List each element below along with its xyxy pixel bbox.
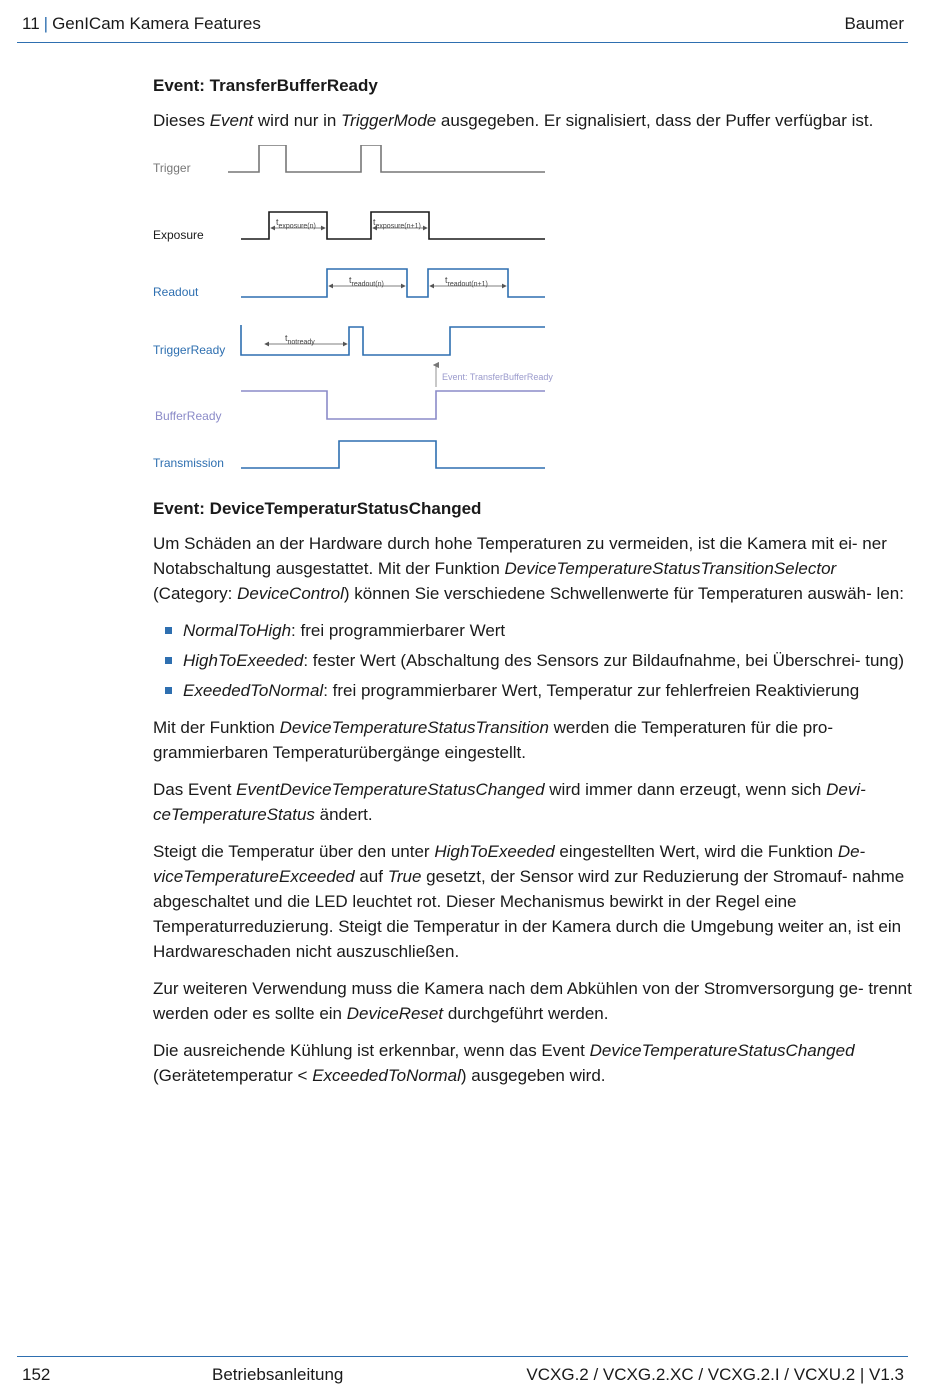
annotation-exposure-n1: $t_{exposure(n+1)}$ bbox=[373, 217, 421, 230]
signal-label-readout: Readout bbox=[153, 285, 199, 299]
annotation-readout-n: $t_{readout(n)}$ bbox=[349, 275, 384, 288]
brand-name: Baumer bbox=[844, 14, 904, 33]
bullet-icon bbox=[165, 687, 172, 694]
annotation-exposure-n: $t_{exposure(n)}$ bbox=[276, 217, 316, 230]
section-heading-transferbufferready: Event: TransferBufferReady bbox=[153, 76, 378, 95]
bufferready-waveform bbox=[241, 391, 545, 419]
chapter-title: GenICam Kamera Features bbox=[52, 14, 261, 33]
threshold-list bbox=[153, 618, 913, 703]
section2-paragraph-4: Steigt die Temperatur über den unter HighToExeeded eingestellten Wert, wird die Funktion De- viceTemperatureExceeded auf True gesetzt, der Sensor wird zur Reduzierung der Stromauf- nahme abgeschaltet und die LED leuchtet rot. Dieser Mechanismus bewirkt in der Regel eine Temperaturreduzierung. Steigt die Temperatur in der Kamera durch die Umgebung weiter an, ist ein Hardwareschaden nicht auszuschließen. bbox=[153, 842, 905, 961]
section2-paragraph-3: Das Event EventDeviceTemperatureStatusChanged wird immer dann erzeugt, wenn sich Devi- ceTemperatureStatus ändert. bbox=[153, 780, 866, 824]
section-heading-temperature: Event: DeviceTemperaturStatusChanged bbox=[153, 499, 482, 518]
bullet-icon bbox=[165, 657, 172, 664]
readout-waveform bbox=[241, 269, 545, 297]
header-chapter bbox=[22, 14, 261, 34]
signal-label-exposure: Exposure bbox=[153, 228, 204, 242]
section2-paragraph-6: Die ausreichende Kühlung ist erkennbar, wenn das Event DeviceTemperatureStatusChanged (Gerätetemperatur < ExceededToNormal) ausgegeben wird. bbox=[153, 1041, 855, 1085]
signal-label-bufferready: BufferReady bbox=[155, 409, 222, 423]
section2-paragraph-1: Um Schäden an der Hardware durch hohe Temperaturen zu vermeiden, ist die Kamera mit ei- ner Notabschaltung ausgestattet. Mit der Funktion DeviceTemperatureStatusTransitionSelector (Category: DeviceControl) können Sie verschiedene Schwellenwerte für Temperaturen auswäh- len: bbox=[153, 534, 904, 603]
timing-diagram bbox=[153, 145, 573, 475]
header-rule bbox=[17, 42, 908, 43]
page-content bbox=[153, 74, 913, 1100]
event-transferbufferready-label: Event: TransferBufferReady bbox=[442, 372, 553, 382]
model-list: VCXG.2 / VCXG.2.XC / VCXG.2.I / VCXU.2 | V1.3 bbox=[526, 1365, 904, 1384]
annotation-notready: $t_{notready}$ bbox=[285, 333, 315, 346]
trigger-waveform bbox=[228, 145, 545, 172]
timing-diagram-svg bbox=[153, 145, 573, 475]
chapter-number: 11 bbox=[22, 14, 40, 33]
section2-paragraph-2: Mit der Funktion DeviceTemperatureStatusTransition werden die Temperaturen für die pro- grammierbaren Temperaturübergänge eingestellt. bbox=[153, 718, 834, 762]
header-separator: | bbox=[43, 14, 49, 33]
transmission-waveform bbox=[241, 441, 545, 468]
section1-intro: Dieses Event wird nur in TriggerMode ausgegeben. Er signalisiert, dass der Puffer verfügbar ist. bbox=[153, 111, 874, 130]
list-item: NormalToHigh: frei programmierbarer Wert bbox=[153, 618, 913, 643]
section2-paragraph-5: Zur weiteren Verwendung muss die Kamera nach dem Abkühlen von der Stromversorgung ge- trennt werden oder es sollte ein DeviceReset durchgeführt werden. bbox=[153, 979, 912, 1023]
page-number: 152 bbox=[22, 1365, 51, 1384]
bullet-icon bbox=[165, 627, 172, 634]
page-header bbox=[0, 0, 950, 44]
list-item: HighToExeeded: fester Wert (Abschaltung des Sensors zur Bildaufnahme, bei Überschrei- tung) bbox=[153, 648, 913, 673]
page-footer bbox=[0, 1356, 950, 1387]
signal-label-trigger: Trigger bbox=[153, 161, 191, 175]
annotation-readout-n1: $t_{readout(n+1)}$ bbox=[445, 275, 488, 288]
list-item: ExeededToNormal: frei programmierbarer Wert, Temperatur zur fehlerfreien Reaktivierung bbox=[153, 678, 913, 703]
signal-label-triggerready: TriggerReady bbox=[153, 343, 226, 357]
signal-label-transmission: Transmission bbox=[153, 456, 224, 470]
document-type: Betriebsanleitung bbox=[212, 1365, 344, 1384]
